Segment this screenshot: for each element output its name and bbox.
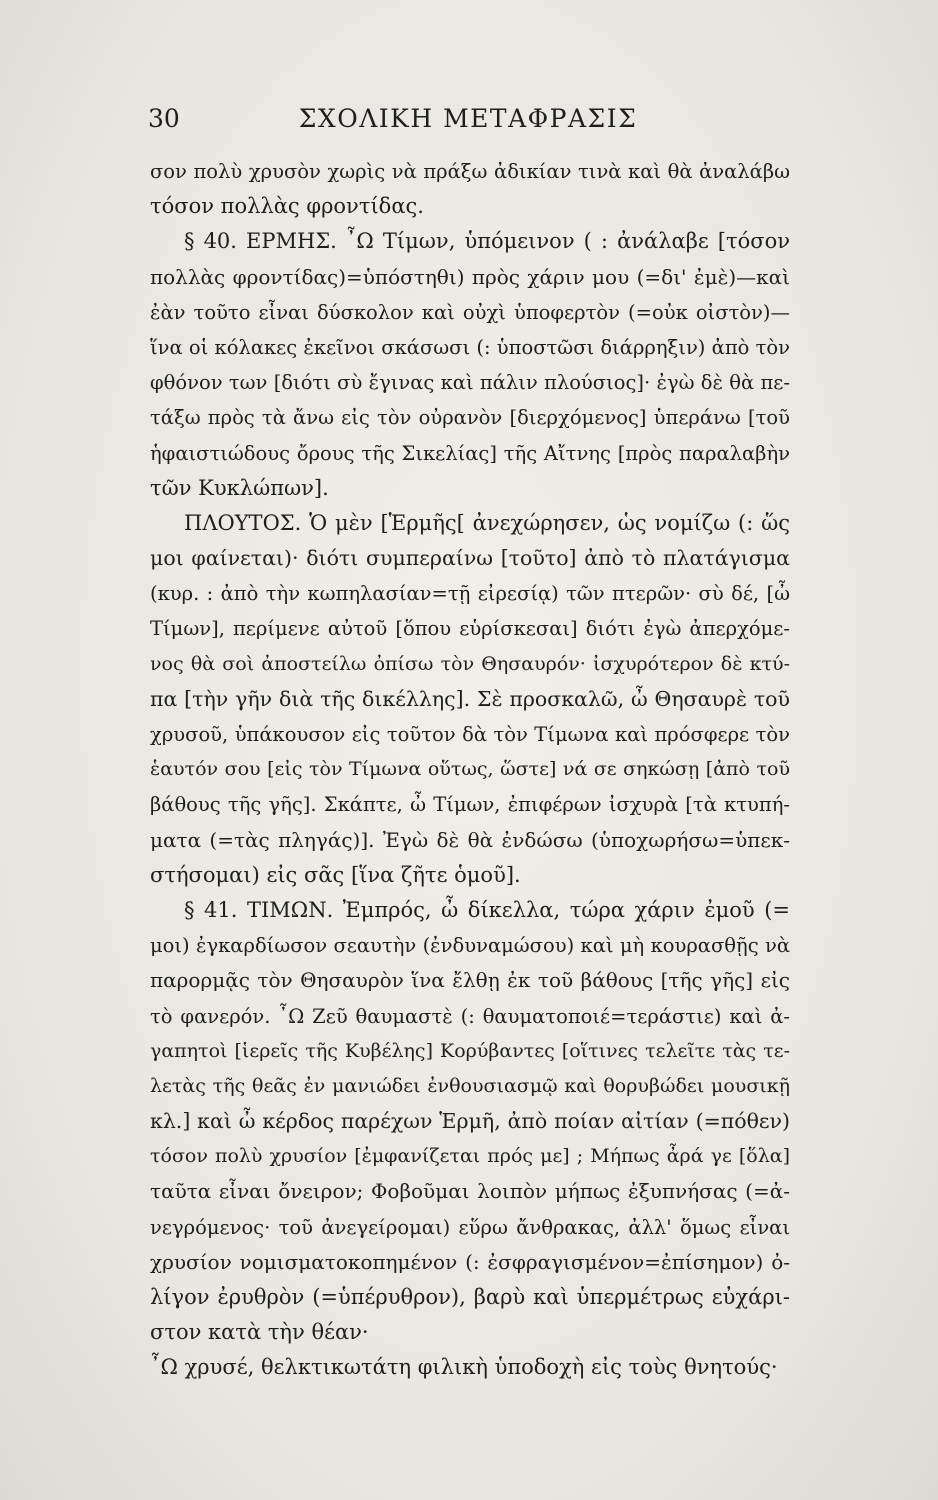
text-line: Τίμων], περίμενε αὐτοῦ [ὅπου εὑρίσκεσαι] διότι ἐγὼ ἀπερχόμε- (150, 617, 790, 641)
text-line: λετὰς τῆς θεᾶς ἐν μανιώδει ἐνθουσιασμῷ καὶ θορυβώδει μουσικῇ (150, 1074, 790, 1097)
text-line: πα [τὴν γῆν διὰ τῆς δικέλλης]. Σὲ προσκαλῶ, ὦ Θησαυρὲ τοῦ (150, 686, 790, 711)
text-line: σον πολὺ χρυσὸν χωρὶς νὰ πράξω ἀδικίαν τινὰ καὶ θὰ ἀναλάβω (150, 160, 790, 183)
text-line: νεγρόμενος· τοῦ ἀνεγείρομαι) εὕρω ἄνθρακας, ἀλλ' ὅμως εἶναι (150, 1215, 790, 1239)
text-line: κλ.] καὶ ὦ κέρδος παρέχων Ἑρμῆ, ἀπὸ ποίαν αἰτίαν (=πόθεν) (150, 1109, 790, 1134)
text-line: χρυσοῦ, ὑπάκουσον εἰς τοῦτον δὰ τὸν Τίμωνα καὶ πρόσφερε τὸν (150, 723, 790, 746)
text-line: φθόνον των [διότι σὺ ἔγινας καὶ πάλιν πλούσιος]· ἐγὼ δὲ θὰ πε- (150, 371, 790, 395)
text-line: νος θὰ σοὶ ἀποστείλω ὀπίσω τὸν Θησαυρόν· ἰσχυρότερον δὲ κτύ- (150, 652, 790, 675)
text-line: χρυσίον νομισματοκοπημένον (: ἐσφραγισμένον=ἐπίσημον) ὀ- (150, 1249, 790, 1274)
section-40-heading-line: § 40. ΕΡΜΗΣ. ῏Ω Τίμων, ὑπόμεινον ( : ἀνάλαβε [τόσον (184, 229, 790, 254)
text-line: βάθους τῆς γῆς]. Σκάπτε, ὦ Τίμων, ἐπιφέρων ἰσχυρὰ [τὰ κτυπή- (150, 793, 790, 817)
text-line: πολλὰς φροντίδας)=ὑπόστηθι) πρὸς χάριν μου (=δι' ἐμὲ)—καὶ (150, 264, 790, 289)
text-line: ἡφαιστιώδους ὄρους τῆς Σικελίας] τῆς Αἴτνης [πρὸς παραλαβὴν (150, 441, 790, 465)
text-line: τόσον πολλὰς φροντίδας. (150, 194, 424, 219)
text-line: ἑαυτόν σου [εἰς τὸν Τίμωνα οὕτως, ὥστε] νά σε σηκώσῃ [ἀπὸ τοῦ (150, 758, 790, 781)
text-line: τάξω πρὸς τὰ ἄνω εἰς τὸν οὐρανὸν [διερχόμενος] ὑπεράνω [τοῦ (150, 406, 790, 430)
text-line: ματα (=τὰς πληγάς)]. Ἐγὼ δὲ θὰ ἐνδώσω (ὑποχωρήσω=ὑπεκ- (150, 827, 790, 852)
text-line: στον κατὰ τὴν θέαν· (150, 1320, 369, 1345)
page-number: 30 (148, 104, 180, 133)
text-line: ταῦτα εἶναι ὄνειρον; Φοβοῦμαι λοιπὸν μήπως ἐξυπνήσας (=ἀ- (150, 1179, 790, 1204)
text-line: (κυρ. : ἀπὸ τὴν κωπηλασίαν=τῇ εἰρεσίᾳ) τῶν πτερῶν· σὺ δέ, [ὦ (150, 582, 790, 606)
running-head: ΣΧΟΛΙΚΗ ΜΕΤΑΦΡΑΣΙΣ (298, 104, 638, 133)
text-line: τόσον πολὺ χρυσίον [ἐμφανίζεται πρός με] ; Μήπως ἆρά γε [ὅλα] (150, 1145, 790, 1168)
text-line: λίγον ἐρυθρὸν (=ὑπέρυθρον), βαρὺ καὶ ὑπερμέτρως εὐχάρι- (150, 1285, 790, 1309)
text-line: παρορμᾷς τὸν Θησαυρὸν ἵνα ἔλθῃ ἐκ τοῦ βάθους [τῆς γῆς] εἰς (150, 968, 790, 993)
text-line: γαπητοὶ [ἱερεῖς τῆς Κυβέλης] Κορύβαντες [οἵτινες τελεῖτε τὰς τε- (150, 1039, 790, 1062)
text-line: στήσομαι) εἰς σᾶς [ἵνα ζῆτε ὁμοῦ]. (150, 862, 521, 887)
text-line: τῶν Κυκλώπων]. (150, 475, 329, 500)
text-line: μοι) ἐγκαρδίωσον σεαυτὴν (ἐνδυναμώσου) καὶ μὴ κουρασθῇς νὰ (150, 934, 790, 958)
section-41-heading-line: § 41. ΤΙΜΩΝ. Ἐμπρός, ὦ δίκελλα, τώρα χάριν ἐμοῦ (= (184, 897, 790, 922)
verse-line: ῏Ω χρυσέ, θελκτικωτάτη φιλικὴ ὑποδοχὴ εἰς τοὺς θνητούς· (150, 1355, 778, 1380)
text-line: μοι φαίνεται)· διότι συμπεραίνω [τοῦτο] ἀπὸ τὸ πλατάγισμα (150, 546, 790, 571)
ploutos-speech-line: ΠΛΟΥΤΟΣ. Ὁ μὲν [Ἑρμῆς[ ἀνεχώρησεν, ὡς νομίζω (: ὥς (184, 510, 790, 535)
text-line: ἐὰν τοῦτο εἶναι δύσκολον καὶ οὐχὶ ὑποφερτὸν (=οὐκ οἰστὸν)— (150, 300, 790, 324)
text-line: τὸ φανερόν. ῏Ω Ζεῦ θαυμαστὲ (: θαυματοποιέ=τεράστιε) καὶ ἀ- (150, 1004, 790, 1028)
body-text (150, 154, 790, 1386)
page-header (148, 104, 788, 144)
text-line: ἵνα οἱ κόλακες ἐκεῖνοι σκάσωσι (: ὑποστῶσι διάρρηξιν) ἀπὸ τὸν (150, 335, 790, 359)
